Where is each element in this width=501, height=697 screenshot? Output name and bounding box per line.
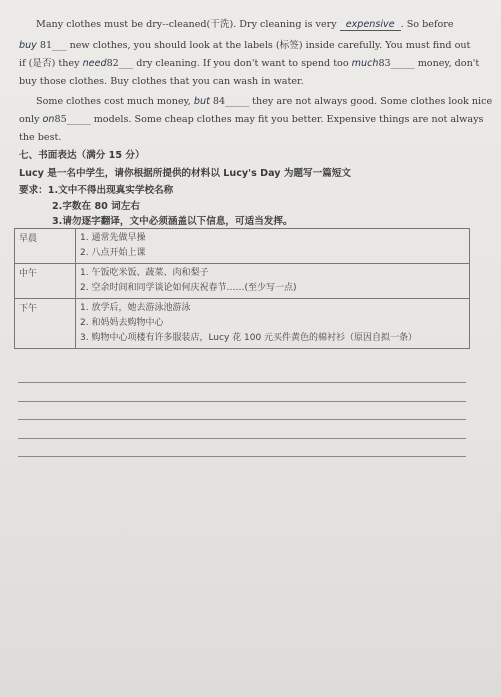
table-item: 2. 和妈妈去购物中心: [80, 318, 164, 328]
table-item: 3. 购物中心项楼有许多服装店，Lucy 花 100 元买件黄色的棉衬衫（原因自拟一条）: [80, 333, 418, 343]
text: if (是否) they: [19, 58, 80, 69]
table-item: 2. 八点开始上课: [80, 248, 146, 258]
items-cell: [76, 299, 470, 349]
items-cell: [76, 229, 470, 264]
passage-line-5: [36, 95, 492, 108]
text: 83_____ money, don't: [378, 58, 480, 69]
table-item: 1. 通常先做早操: [80, 233, 146, 243]
time-cell: 下午: [15, 299, 76, 349]
passage-line-1: [36, 18, 454, 31]
section-title: 七、书面表达（满分 15 分）: [19, 150, 145, 161]
writing-line: [18, 419, 466, 420]
text: 84_____ they are not always good. Some clothes look nice: [212, 96, 493, 107]
table-row-afternoon: [15, 299, 470, 349]
text: . So before: [400, 19, 454, 30]
table-item: 1. 午饭吃米饭、蔬菜、肉和梨子: [80, 268, 209, 278]
answer-82: need: [82, 58, 107, 69]
table-item: 1. 放学后，她去游泳池游泳: [80, 303, 191, 313]
table-item: 2. 空余时间和同学谈论如何庆祝春节……(至少写一点): [80, 283, 297, 293]
time-cell: 早晨: [15, 229, 76, 264]
passage-line-3: [19, 57, 479, 70]
answer-84: but: [193, 96, 210, 107]
passage-line-7: the best.: [19, 132, 62, 143]
text: Some clothes cost much money,: [36, 96, 191, 107]
passage-line-6: [19, 113, 483, 126]
answer-81: buy: [19, 40, 37, 51]
table-row-morning: [15, 229, 470, 264]
writing-line: [18, 401, 466, 402]
items-cell: [76, 264, 470, 299]
section-intro: Lucy 是一名中学生，请你根据所提供的材料以 Lucy's Day 为题写一篇短文: [19, 168, 352, 179]
writing-line: [18, 382, 466, 383]
writing-line: [18, 438, 466, 439]
text: only: [19, 114, 40, 125]
passage-line-2: [19, 39, 470, 52]
text: 82___ dry cleaning. If you don't want to spend too: [106, 58, 349, 69]
writing-line: [18, 456, 466, 457]
requirement-3: 3.请勿逐字翻译，文中必须涵盖以下信息，可适当发挥。: [52, 216, 293, 227]
requirement-2: 2.字数在 80 词左右: [52, 201, 140, 212]
text: 81___ new clothes, you should look at the labels (标签) inside carefully. You must find out: [39, 40, 471, 51]
requirement-1: 要求：1.文中不得出现真实学校名称: [19, 185, 174, 196]
time-cell: 中午: [15, 264, 76, 299]
writing-area[interactable]: [18, 382, 466, 475]
answer-85: on: [42, 114, 55, 125]
text: 85_____ models. Some cheap clothes may fit you better. Expensive things are not always: [54, 114, 484, 125]
answer-83: much: [351, 58, 379, 69]
info-table: [14, 228, 470, 349]
table-row-noon: [15, 264, 470, 299]
passage-line-4: buy those clothes. Buy clothes that you can wash in water.: [19, 76, 304, 87]
text: Many clothes must be dry--cleaned(干洗). Dry cleaning is very: [36, 19, 337, 30]
answer-80: expensive: [340, 19, 401, 31]
